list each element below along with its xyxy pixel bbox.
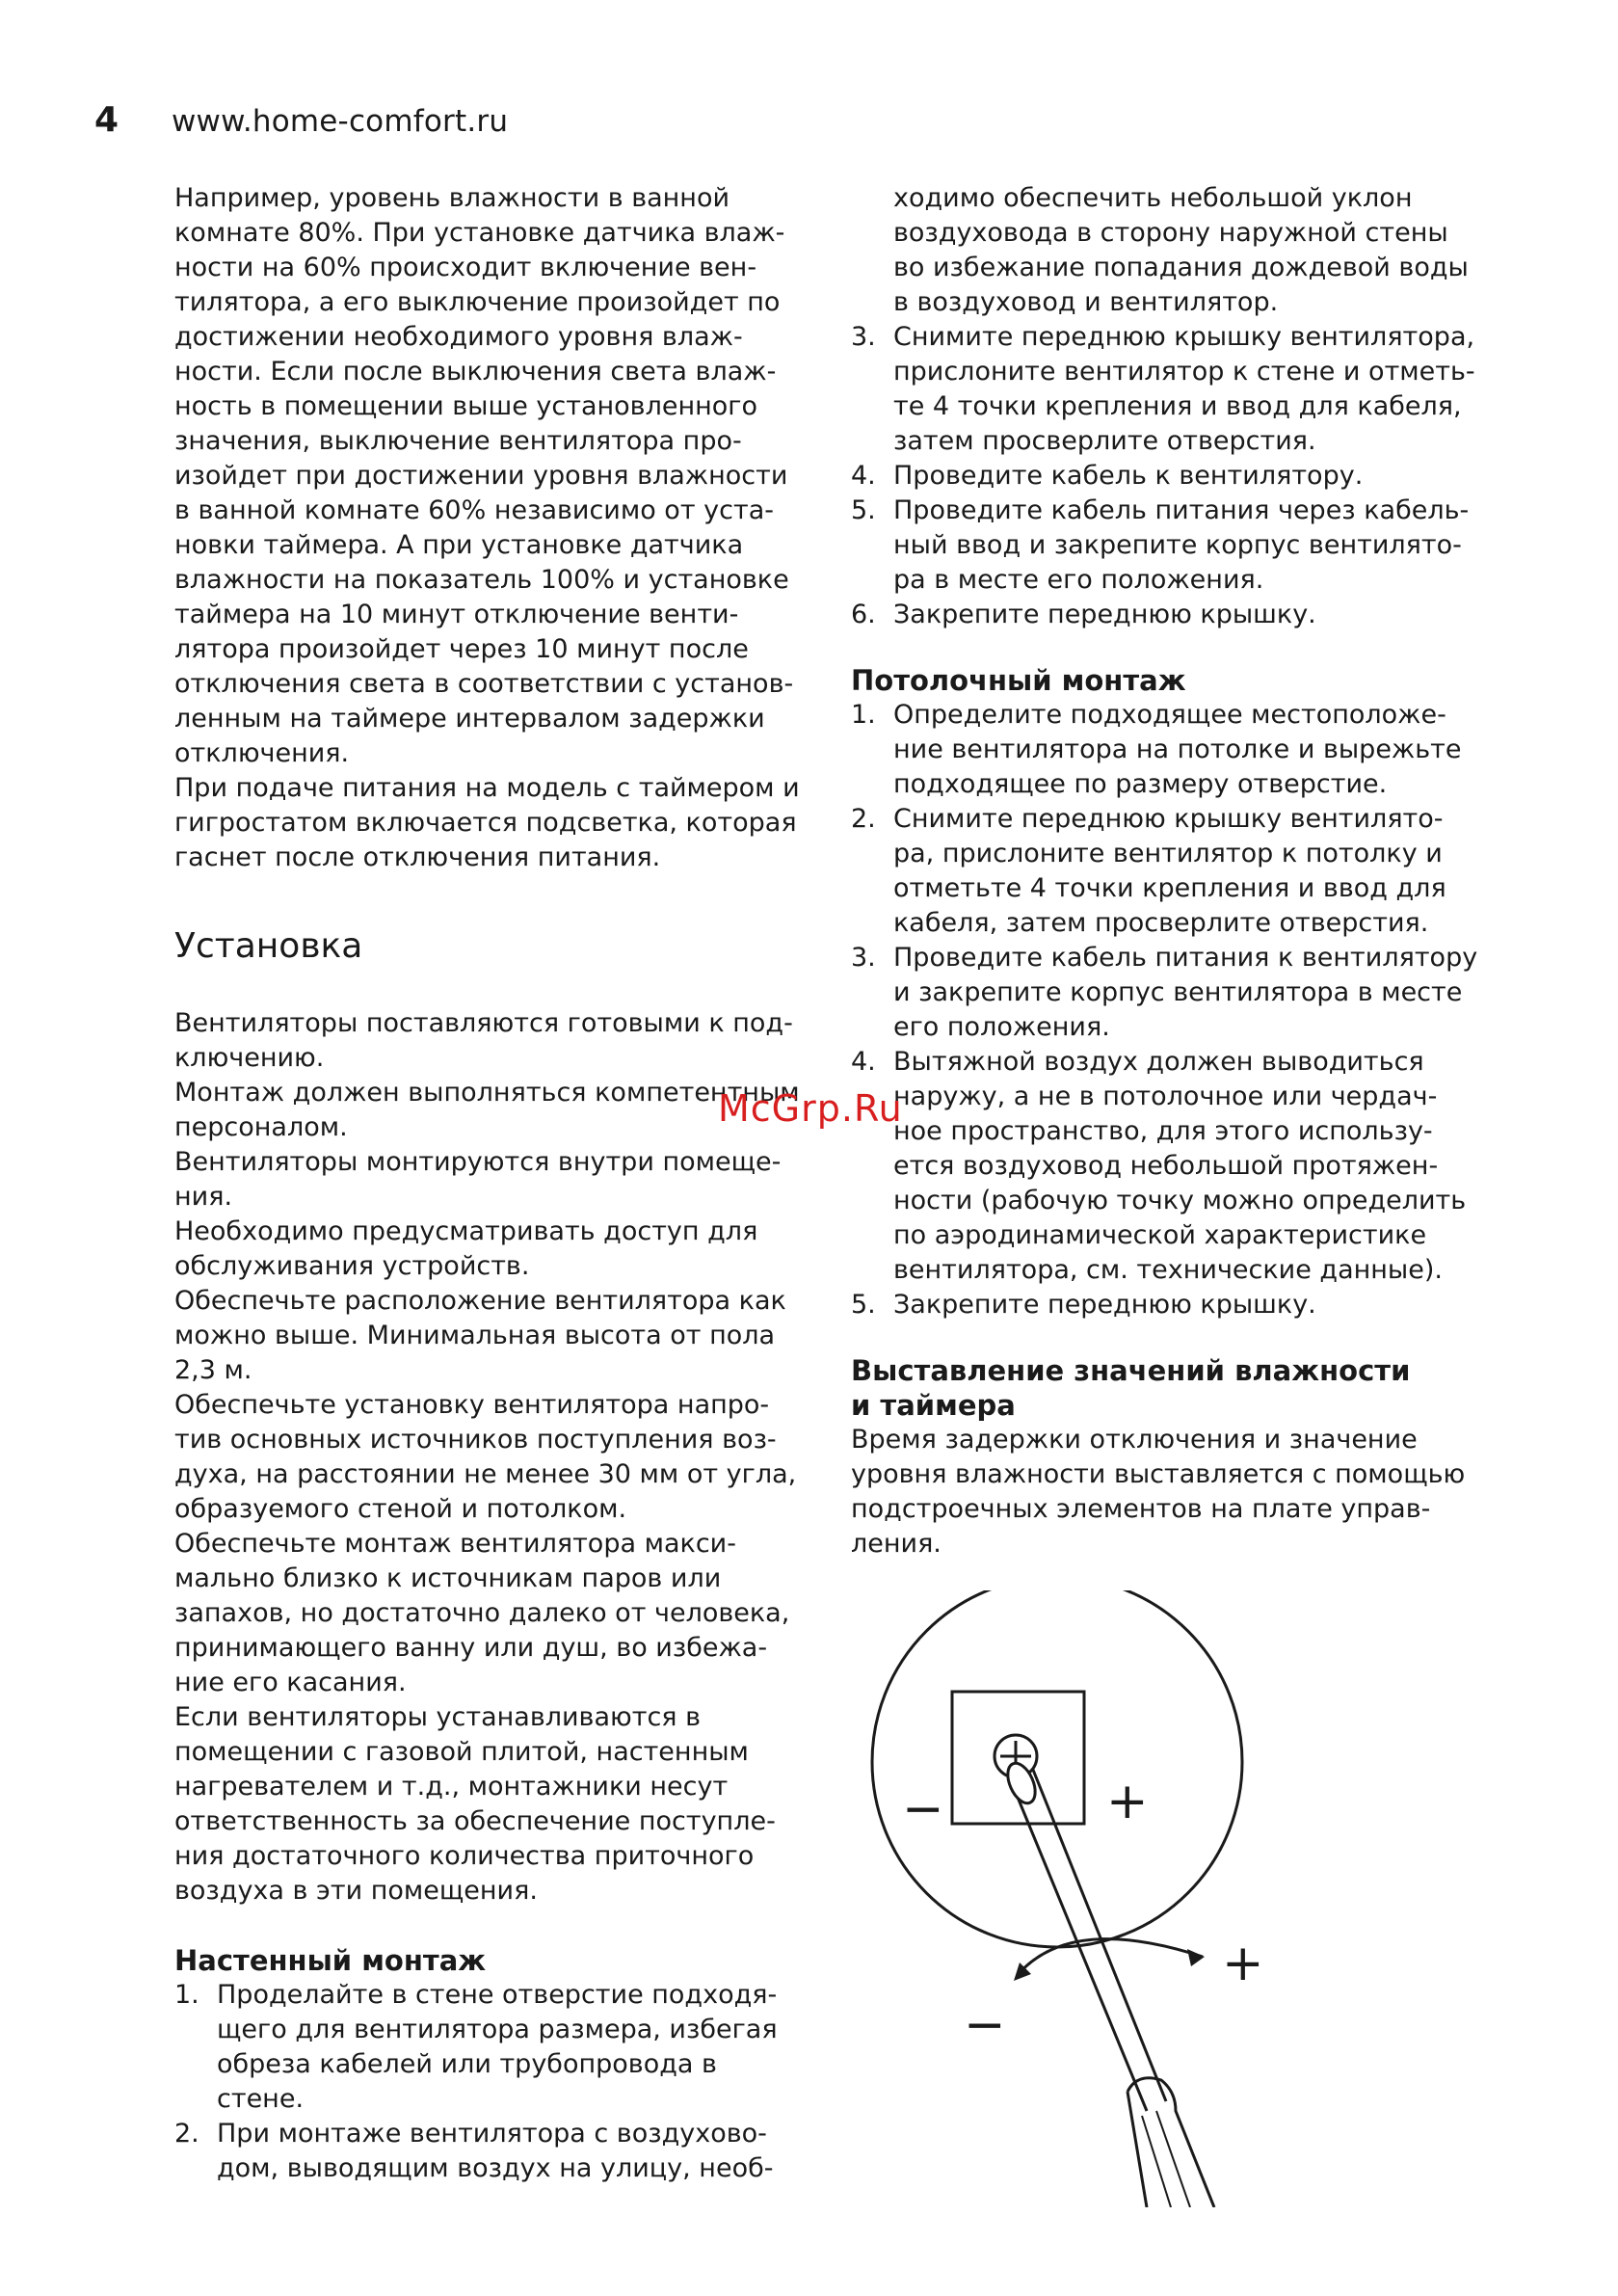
list-text: Закрепите переднюю крышку. — [893, 600, 1316, 629]
list-number: 5. — [851, 495, 876, 525]
list-text: Снимите переднюю крышку вентилятора, прислоните вентилятор к стене и отметь- те 4 точки крепления и ввод для кабеля, затем просверлите отверстия. — [893, 322, 1475, 456]
installation-paragraph: Обеспечьте расположение вентилятора как можно выше. Минимальная высота от пола 2,3 м. — [174, 1286, 786, 1385]
list-number: 2. — [174, 2119, 199, 2149]
plus-sign: + — [1106, 1773, 1149, 1830]
list-number: 3. — [851, 943, 876, 973]
right-column — [851, 181, 1525, 1562]
installation-paragraph: Необходимо предусматривать доступ для обслуживания устройств. — [174, 1216, 758, 1281]
list-item — [851, 1288, 1525, 1322]
list-item — [851, 598, 1525, 632]
list-item — [851, 320, 1525, 459]
list-text: Определите подходящее местоположе- ние вентилятора на потолке и вырежьте подходящее по размеру отверстие. — [893, 700, 1462, 799]
list-number: 1. — [174, 1980, 199, 2010]
wall-mount-list-cont — [851, 320, 1525, 632]
ceiling-mount-title: Потолочный монтаж — [851, 664, 1186, 697]
list-text: Проведите кабель питания через кабель- ный ввод и закрепите корпус вентилято- ра в месте его положения. — [893, 495, 1470, 595]
list-number: 5. — [851, 1290, 876, 1320]
screwdriver-adjustment-illustration — [848, 1590, 1291, 2207]
minus-sign: − — [902, 1780, 944, 1838]
list-number: 6. — [851, 600, 876, 629]
list-item — [851, 1045, 1525, 1288]
list-number: 3. — [851, 322, 876, 352]
installation-paragraph: Монтаж должен выполняться компетентным персоналом. — [174, 1078, 800, 1142]
arrow-minus-sign: − — [964, 1996, 1006, 2054]
list-text: Закрепите переднюю крышку. — [893, 1290, 1316, 1320]
list-number: 4. — [851, 1047, 876, 1077]
list-item — [851, 941, 1525, 1045]
wall-mount-list — [174, 1978, 830, 2186]
list-number: 1. — [851, 700, 876, 730]
installation-paragraph: Обеспечьте монтаж вентилятора макси- мально близко к источникам паров или запахов, но достаточно далеко от человека, принимающего ванну или душ, во избежа- ние его касания. — [174, 1529, 790, 1697]
list-number: 2. — [851, 804, 876, 834]
list-item — [851, 698, 1525, 802]
installation-paragraph: Вентиляторы поставляются готовыми к под- ключению. — [174, 1008, 793, 1073]
list-text: Проведите кабель питания к вентилятору и закрепите корпус вентилятора в месте его положения. — [893, 943, 1478, 1042]
ceiling-mount-list — [851, 698, 1525, 1322]
website-url[interactable]: www.home-comfort.ru — [172, 104, 509, 139]
list-item — [851, 802, 1525, 941]
intro-paragraph-1: Например, уровень влажности в ванной комнате 80%. При установке датчика влаж- ности на 60% происходит включение вен- тилятора, а его выключение произойдет по достижении необходимого уровня влаж- ности. Если после выключения света влаж- ность в помещении выше установленного значения, выключение вентилятора про- изойдет при достижении уровня влажности в ванной комнате 60% независимо от уста- новки таймера. А при установке датчика влажности на показатель 100% и установке таймера на 10 минут отключение венти- лятора произойдет через 10 минут после отключения света в соответствии с установ- ленным на таймере интервалом задержки отключения. — [174, 183, 794, 768]
list-item — [174, 2117, 830, 2186]
list-item — [174, 1978, 830, 2117]
installation-paragraph: Если вентиляторы устанавливаются в помещении с газовой плитой, настенным нагревателем и т.д., монтажники несут ответственность за обеспечение поступле- ния достаточного количества приточного воздуха в эти помещения. — [174, 1702, 776, 1906]
settings-text: Время задержки отключения и значение уровня влажности выставляется с помощью подстроечных элементов на плате управ- ления. — [851, 1425, 1466, 1559]
installation-title: Установка — [174, 926, 363, 966]
installation-paragraph: Вентиляторы монтируются внутри помеще- ния. — [174, 1147, 782, 1212]
arrow-plus-sign: + — [1222, 1935, 1264, 1992]
watermark: McGrp.Ru — [718, 1087, 903, 1130]
page-number: 4 — [94, 100, 119, 140]
list-text: При монтаже вентилятора с воздухово- дом, выводящим воздух на улицу, необ- — [217, 2119, 774, 2183]
settings-title: Выставление значений влажности и таймера — [851, 1354, 1411, 1422]
list-number: 4. — [851, 461, 876, 491]
list-text: Проделайте в стене отверстие подходя- щего для вентилятора размера, избегая обреза кабелей или трубопровода в стене. — [217, 1980, 778, 2114]
list-item — [851, 459, 1525, 494]
arrow-head-right — [1187, 1949, 1205, 1966]
wall-mount-title: Настенный монтаж — [174, 1944, 487, 1977]
list-text: Вытяжной воздух должен выводиться наружу, а не в потолочное или чердач- ное пространство, для этого использу- ется воздуховод небольшой протяжен- ности (рабочую точку можно определить по аэродинамической характеристике вентилятора, см. технические данные). — [893, 1047, 1467, 1285]
list-item — [851, 494, 1525, 598]
installation-paragraph: Обеспечьте установку вентилятора напро- тив основных источников поступления воз- духа, на расстоянии не менее 30 мм от угла, образуемого стеной и потолком. — [174, 1390, 797, 1524]
list-text: Проведите кабель к вентилятору. — [893, 461, 1364, 491]
left-column — [174, 181, 830, 2186]
list-text: Снимите переднюю крышку вентилято- ра, прислоните вентилятор к потолку и отметьте 4 точки крепления и ввод для кабеля, затем просверлите отверстия. — [893, 804, 1446, 938]
intro-paragraph-2: При подаче питания на модель с таймером и гигростатом включается подсветка, которая гаснет после отключения питания. — [174, 773, 800, 872]
wall-mount-continuation: ходимо обеспечить небольшой уклон воздуховода в сторону наружной стены во избежание попадания дождевой воды в воздуховод и вентилятор. — [893, 183, 1469, 317]
